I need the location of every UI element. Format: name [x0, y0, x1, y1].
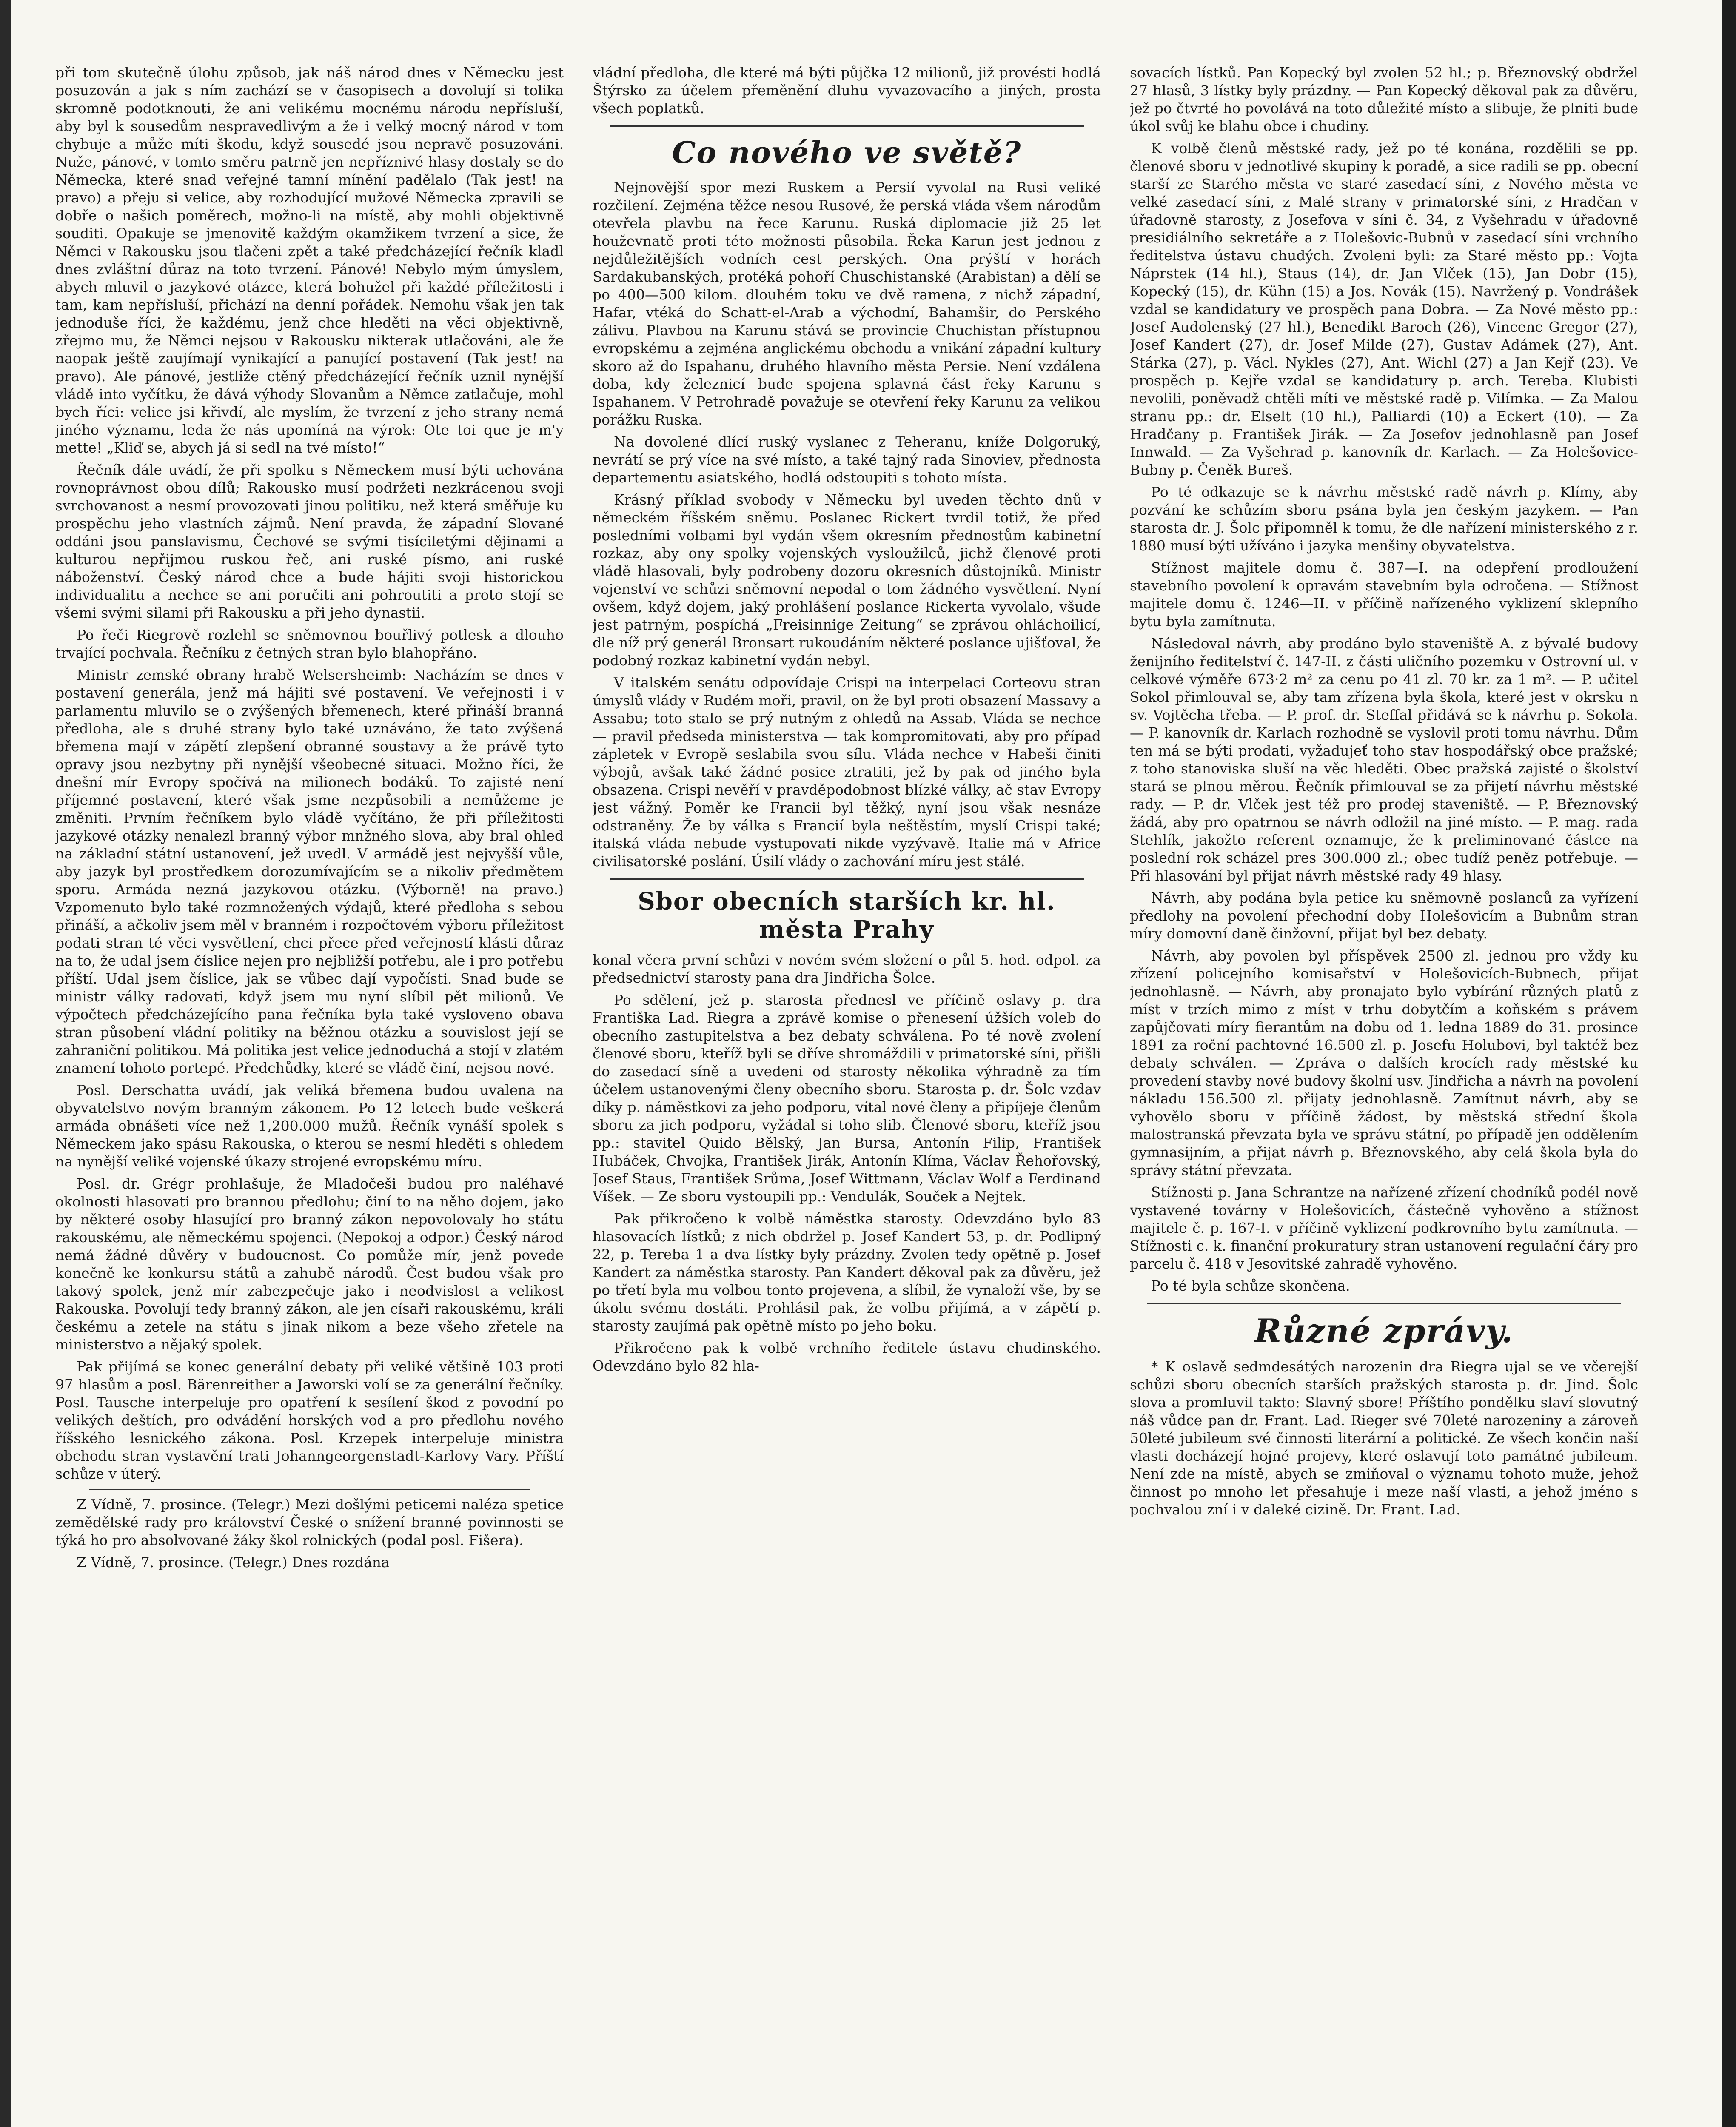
article-paragraph: sovacích lístků. Pan Kopecký byl zvolen 52 hl.; p. Březnovský obdržel 27 hlasů, 3 lístky byly prázdny. — Pan Kopecký děkoval pak za důvěru, jež po čtvrté ho povolává na toto důležité místo a slibuje, že plniti bude úkol svůj ke blahu obce i chudiny. [1130, 64, 1638, 134]
section-heading: Sbor obecních starších kr. hl. města Prahy [638, 887, 1056, 944]
article-paragraph: K volbě členů městské rady, jež po té konána, rozdělili se pp. členové sboru v jednotlivé skupiny k poradě, a sice radili se pp. obecní starší ze Starého města ve staré zasedací síni, z Nového města ve velké zasedací síni, z Malé strany v primatorské síni, z Hradčan v úřadovně starosty, z Josefova v síni č. 34, z Vyšehradu v úřadovně presidiálního sekretáře a z Holešovic-Bubnů v zasedací síni vrchního ředitelstva ústavu chudých. Zvoleni byli: za Staré město pp.: Vojta Náprstek (14 hl.), Staus (14), dr. Jan Vlček (15), Jan Dobr (15), Kopecký (15), dr. Kühn (15) a Jos. Novák (15). Navržený p. Vondrášek vzdal se kandidatury ve prospěch pana Dobra. — Za Nové město pp.: Josef Audolenský (27 hl.), Benedikt Baroch (26), Vincenc Gregor (27), Josef Kandert (27), dr. Josef Milde (27), Gustav Adámek (27), Ant. Stárka (27), p. Václ. Nykles (27), Ant. Wichl (27) a Jan Kejř (23). Ve prospěch p. Kejře vzdal se kandidatury p. arch. Tereba. Klubisti nevolili, poněvadž chtěli míti ve městské radě p. Vilímka. — Za Malou stranu pp.: dr. Elselt (10 hl.), Palliardi (10) a Eckert (10). — Za Hradčany p. František Jirák. — Za Josefov jednohlasně pan Josef Innwald. — Za Vyšehrad p. kanovník dr. Karlach. — Za Holešovice-Bubny p. Čeněk Bureš. [1130, 140, 1638, 478]
text-columns [55, 64, 1681, 2127]
article-paragraph: Řečník dále uvádí, že při spolku s Německem musí býti uchována rovnoprávnost obou dílů; Rakousko musí podržeti nezkrácenou svoji svrchovanost a nesmí provozovati jinou politiku, než která směřuje ku prospěchu jeho vlastních zájmů. Není pravda, že západní Slované oddáni jsou panslavismu, Čechové se svými tisíciletými dějinami a kulturou nepřijmou ruskou řeč, ani ruské písmo, ani ruské náboženství. Český národ chce a bude hájiti svoji historickou individualitu a nechce se ani poručiti ani pohroutiti a proto stojí se všemi svými silami při Rakousku a při jeho dynastii. [55, 462, 564, 621]
article-paragraph: Na dovolené dlící ruský vyslanec z Teheranu, kníže Dolgoruký, nevrátí se prý více na své místo, a také tajný rada Sinoviev, přednosta departementu asiatského, hodlá odstoupiti s tohoto místa. [593, 433, 1101, 486]
article-paragraph: Krásný příklad svobody v Německu byl uveden těchto dnů v německém říšském sněmu. Poslanec Rickert tvrdil totiž, že před posledními volbami byl vydán všem okresním přednostům kabinetní rozkaz, aby ony spolky vojenských vysloužilců, jichž členové proti vládě hlasovali, byly podrobeny dozoru okresních důstojníků. Ministr vojenství ve schůzi sněmovní nepodal o tom žádného vysvětlení. Nyní ovšem, když dojem, jaký prohlášení poslance Rickerta vyvolalo, všude jest patrným, pospíchá „Freisinnige Zeitung“ se zprávou ohláchoilicí, dle níž prý generál Bronsart rukoudáním některé poslance ujišťoval, že podobný rozkaz kabinetní vydán nebyl. [593, 491, 1101, 669]
news-item: * K oslavě sedmdesátých narozenin dra Riegra ujal se ve včerejší schůzi sboru obecních starších pražských starosta p. dr. Jind. Šolc slova a promluvil takto: Slavný sbore! Příštího pondělku slaví slovutný náš vůdce pan dr. Frant. Lad. Rieger své 70leté narozeniny a zároveň 50leté jubileum své činnosti literární a politické. Ze všech končin naší vlasti docházejí hojné projevy, které oslavují toto památné jubileum. Není zde na místě, abych se zmiňoval o významu tohoto muže, jehož činnost po mnoho let přesahuje i meze naší vlasti, a jehož jméno s pochvalou zní i v daleké cizině. Dr. Frant. Lad. [1130, 1358, 1638, 1518]
section-heading: Různé zprávy. [1254, 1312, 1514, 1350]
article-paragraph: Po sdělení, jež p. starosta přednesl ve příčině oslavy p. dra Františka Lad. Riegra a zprávě komise o přenesení úžších voleb do obecního zastupitelstva a bez debaty schválena. Po té nově zvolení členové sboru, kteříž byli se dříve shromáždili v primatorské síni, přišli do zasedací síně a uvedeni od starosty několika výhradně za tím účelem ustanovenými členy obecního sboru. Starosta p. dr. Šolc vzdav díky p. náměstkovi za jeho podporu, vítal nové členy a připíjeje členům sboru za jich podporu, vyžádal si toho slib. Členové sboru, kteříž jsou pp.: stavitel Quido Bělský, Jan Bursa, Antonín Filip, František Hubáček, Chvojka, František Jirák, Antonín Klíma, Václav Řehořovský, Josef Staus, František Srůma, Josef Wittmann, Václav Wolf a Ferdinand Víšek. — Ze sboru vystoupili pp.: Vendulák, Souček a Nejtek. [593, 992, 1101, 1205]
section-divider [610, 878, 1084, 880]
scan-edge-left [0, 0, 11, 2127]
article-paragraph: Po řeči Riegrově rozlehl se sněmovnou bouřlivý potlesk a dlouho trvající pochvala. Řečníku z četných stran bylo blahopřáno. [55, 627, 564, 661]
article-paragraph: Posl. Derschatta uvádí, jak veliká břemena budou uvalena na obyvatelstvo novým branným zákonem. Po 12 letech bude veškerá armáda obnášeti více než 1,200.000 mužů. Řečník vynáší spolek s Německem jako spásu Rakouska, o kterou se nesmí hleděti s ohledem na nynější veliké vojenské úkazy strojené evropskému míru. [55, 1082, 564, 1170]
article-paragraph: Pak přijímá se konec generální debaty při veliké většině 103 proti 97 hlasům a posl. Bärenreither a Jaworski volí se za generální řečníky. Posl. Tausche interpeluje pro opatření k sesílení škod z povodní po velikých deštích, pro odvádění horských vod a pro předlohu nového říšského lesnického zákona. Posl. Krzepek interpeluje ministra obchodu stran vystavění trati Johanngeorgenstadt-Karlovy Vary. Příští schůze v úterý. [55, 1358, 564, 1482]
article-paragraph: Posl. dr. Grégr prohlašuje, že Mladočeši budou pro naléhavé okolnosti hlasovati pro brannou předlohu; činí to na něho dojem, jako by některé osoby hlasující pro branný zákon nepovolovaly ho státu rakouskému, ale německému spojenci. (Nepokoj a odpor.) Český národ nemá žádné důvěry v budoucnost. Co pomůže mír, jenž povede konečně ke konkursu států a zahubě národů. Čest budou však pro takový spolek, jenž mír zabezpečuje jako i neodvislost a velikost Rakouska. Povolují tedy branný zákon, ale jen císaři rakouskému, králi českému a zetele na státu s jinak nikom a beze všeho zřetele na ministerstvo a nějaký spolek. [55, 1175, 564, 1353]
column-2 [593, 64, 1101, 2127]
article-paragraph: Po té byla schůze skončena. [1151, 1277, 1350, 1294]
section-divider [610, 125, 1084, 127]
column-1 [55, 64, 564, 2127]
section-heading: Co nového ve světě? [672, 135, 1022, 170]
article-paragraph: Stížnosti p. Jana Schrantze na nařízené zřízení chodníků podél nově vystavené továrny v Holešovicích, částečně vyhověno a stížnost majitele č. p. 167-I. v příčině vyklizení podkrovního bytu zamítnuta. — Stížnosti c. k. finanční prokuratury stran ustanovení regulační čáry pro parcelu č. 418 v Jesovitské zahradě vyhověno. [1130, 1184, 1638, 1272]
section-divider [89, 1489, 530, 1490]
article-paragraph: vládní předloha, dle které má býti půjčka 12 milionů, již provésti hodlá Štýrsko za účelem přeměnění dluhu vyvazovacího a jiných, prosta všech poplatků. [593, 64, 1101, 117]
column-3 [1130, 64, 1638, 2127]
scan-edge-right [1722, 0, 1736, 2127]
section-divider [1147, 1303, 1621, 1304]
article-paragraph: Ministr zemské obrany hrabě Welsersheimb: Nacházím se dnes v postavení generála, jenž má hájiti své postavení. Ve veřejnosti i v parlamentu mluvilo se o zvýšených břemenech, které přináší branná předloha, ale s druhé strany bylo také uznáváno, že tato zvýšená břemena mají v zápětí zlepšení obranné soustavy a že právě tyto opravy jsou nezbytny při nynější všeobecné situaci. Možno říci, že dnešní mír Evropy spočívá na milionech bodáků. To zajisté není příjemné postavení, které však jsme nezpůsobili a nemůžeme je změniti. Prvním řečníkem bylo vládě vyčítáno, že při příležitosti jazykové otázky nenalezl branný výbor mnžného slova, aby bral ohled na základní státní ustanovení, jež uvedl. V armádě jest nejvyšší vůle, aby jazyk byl prostředkem dorozumívajícím se a nikoliv předmětem sporu. Armáda nezná jazykovou otázku. (Výborně! na pravo.) Vzpomenuto bylo také rozmnožených výdajů, které předloha s sebou přináší, a ačkoliv jsem měl v branném i rozpočtovém výboru příležitost podati stran té věci vysvětlení, chci přece před veřejností klásti důraz na to, že udal jsem číslice nejen pro nejbližší potřebu, ale i pro potřebu příští. Udal jsem číslice, jak se vůbec dají vypočísti. Snad bude se ministr války radovati, když jsem mu nyní slíbil pět milionů. Ve výpočtech předcházejícího pana řečníka byla také vysloveno obava stran působení vládní politiky na běžnou otázku a souvislost její se zahraniční politikou. Má politika jest velice jednoduchá a stojí v zlatém znamení tohoto portepé. Předchůdky, které se vládě činí, nejsou nové. [55, 667, 564, 1076]
article-paragraph: při tom skutečně úlohu způsob, jak náš národ dnes v Německu jest posuzován a jak s ním zachází se v časopisech a dovolují si tolika skromně podotknouti, že ani velikému mocnému národu nepřísluší, aby byl k sousedům nespravedlivým a že i velký mocný národ v tom chybuje a může míti škodu, když sousedé jsou nepravě posuzováni. Nuže, pánové, v tomto směru patrně jen nepříznivé hlasy dostaly se do Německa, které snad veřejné tamní mínění padělalo (Tak jest! na pravo) a přeju si velice, aby rozhodující mužové Německa zpravili se dobře o našich poměrech, možno-li na místě, aby mohli objektivně souditi. Opakuje se jmenovitě každým okamžikem tvrzení a sice, že Němci v Rakousku jsou tlačeni zpět a také předcházející řečník kladl dnes zvláštní důraz na toto tvrzení. Pánové! Nebylo mým úmyslem, abych mluvil o jazykové otázce, která bohužel při každé příležitosti i tam, kam nepřísluší, přichází na denní pořádek. Nemohu však jen tak jednoduše říci, že každému, jenž chce hleděti na věci objektivně, zřejmo mu, že Němci nejsou v Rakousku nikterak utlačováni, ale že naopak ještě zaujímají vynikající a panující postavení (Tak jest! na pravo). Ale pánové, jestliže ctěný předcházející řečník uznil nynější vládě into vyčítku, že dává výhody Slovanům a Němce zatlačuje, mohl bych říci: velice jsi křivdí, ale myslím, že tvrzení z jeho strany nemá jiného významu, leda že nás upomíná na výrok: Ote toi que je m'y mette! „Kliď se, abych já si sedl na tvé místo!“ [55, 64, 564, 456]
article-paragraph: V italském senátu odpovídaje Crispi na interpelaci Corteovu stran úmyslů vlády v Rudém moři, pravil, on že byl proti obsazení Massavy a Assabu; toto stalo se prý nutným z ohledů na Assab. Vláda se nechce — pravil předseda ministerstva — tak kompromitovati, aby pro případ zápletek v Evropě seslabila svou sílu. Vláda nechce v Habeši činiti výbojů, avšak také žádné posice ztratiti, jež by pak od jiného byla obsazena. Crispi nevěří v pravděpodobnost blízké války, ač stav Evropy jest vážný. Poměr ke Francii byl těžký, nyní jsou však nesnáze odstraněny. Že by válka s Francií byla neštěstím, myslí Crispi také; italská vláda nebude vystupovati nikde vyzývavě. Italie má v Africe civilisatorské poslání. Úsilí vlády o zachování míru jest stálé. [593, 674, 1101, 870]
article-paragraph: Stížnost majitele domu č. 387—I. na odepření prodloužení stavebního povolení k opravám stavebním byla odročena. — Stížnost majitele domu č. 1246—II. v příčině nařízeného vyklizení sklepního bytu byla zamítnuta. [1130, 559, 1638, 630]
article-paragraph: Nejnovější spor mezi Ruskem a Persií vyvolal na Rusi veliké rozčilení. Zejména těžce nesou Rusové, že perská vláda všem národům otevřela plavbu na řece Karunu. Ruská diplomacie již 25 let houževnatě proti této možnosti působila. Řeka Karun jest jednou z nejdůležitějších vodních cest perských. Ona prýští v horách Sardakubanských, protéká pohoří Chuschistanské (Arabistan) a dělí se po 400—500 kilom. dlouhém toku ve dvě ramena, z nichž západní, Hafar, vtéká do Schatt-el-Arab a východní, Bahamšir, do Perského zálivu. Plavbou na Karunu stává se provincie Chuchistan přístupnou evropskému a zejména anglickému obchodu a vnikání západní kultury skoro až do Ispahanu, druhého hlavního města Persie. Není vzdálena doba, kdy železnicí bude spojena splavná část řeky Karunu s Ispahanem. V Petrohradě považuje se otevření řeky Karunu za velikou porážku Ruska. [593, 179, 1101, 428]
article-paragraph: Po té odkazuje se k návrhu městské radě návrh p. Klímy, aby pozvání ke schůzím sboru psána byla jen českým jazykem. — Pan starosta dr. J. Šolc připomněl k tomu, že dle nařízení ministerského z r. 1880 musí býti užíváno i jazyka menšiny obyvatelstva. [1130, 484, 1638, 554]
article-paragraph: Návrh, aby povolen byl příspěvek 2500 zl. jednou pro vždy ku zřízení policejního komisařství v Holešovicích-Bubnech, přijat jednohlasně. — Návrh, aby pronajato bylo vybírání různých platů z míst v trzích mimo z míst v trhu dobytčím a koňském s právem zapůjčovati míry fierantům na dobu od 1. ledna 1889 do 31. prosince 1891 za roční pachtovné 16.500 zl. p. Josefu Holubovi, byl taktéž bez debaty schválen. — Zpráva o dalších krocích rady městské ku provedení stavby nové budovy školní usv. Jindřicha a návrh na povolení nákladu 156.500 zl. přijaty jednohlasně. Zamítnut návrh, aby se vyhovělo sboru v příčině žádost, by městská střední škola malostranská převzata byla ve správu státní, po případě jen oddělením gymnasijním, a přijat návrh p. Březnovského, aby celá škola byla do správy státní převzata. [1130, 947, 1638, 1178]
news-item: Z Vídně, 7. prosince. (Telegr.) Dnes rozdána [77, 1554, 390, 1571]
news-item: Z Vídně, 7. prosince. (Telegr.) Mezi došlými peticemi naléza spetice zemědělské rady pro království České o snížení branné povinnosti se týká ho pro absolvované žáky škol rolnických (podal posl. Fišera). [55, 1496, 564, 1548]
article-paragraph: konal včera první schůzi v novém svém složení o půl 5. hod. odpol. za předsednictví starosty pana dra Jindřicha Šolce. [593, 952, 1101, 986]
article-paragraph: Přikročeno pak k volbě vrchního ředitele ústavu chudinského. Odevzdáno bylo 82 hla- [593, 1340, 1101, 1374]
article-paragraph: Následoval návrh, aby prodáno bylo staveniště A. z bývalé budovy ženijního ředitelství č. 147-II. z části uličního pozemku v Ostrovní ul. v celkové výměře 673·2 m² za cenu po 41 zl. 70 kr. za 1 m². — P. učitel Sokol přimlouval se, aby tam zřízena byla škola, které jest v okrsku n sv. Vojtěcha třeba. — P. prof. dr. Steffal přidává se k návrhu p. Sokola. — P. kanovník dr. Karlach rozhodně se vyslovil proti tomu návrhu. Dům ten má se býti prodati, vyžadujeť toho stav hospodářský obce pražské; z toho stanoviska sluší na věc hleděti. Obec pražská zajisté o školství stará se plnou měrou. Řečník přimlouval se za přijetí návrhu městské rady. — P. dr. Vlček jest též pro prodej staveniště. — P. Březnovský žádá, aby pro opatrnou se návrh odložil na jiné místo. — P. mag. rada Stehlík, jakožto referent oznamuje, že k preliminované částce na poslední rok scházel pres 300.000 zl.; obec tudíž peněz potřebuje. — Při hlasování byl přijat návrh městské rady 49 hlasy. [1130, 635, 1638, 884]
article-paragraph: Návrh, aby podána byla petice ku sněmovně poslanců za vyřízení předlohy na povolení přechodní doby Holešovicím a Bubnům stran míry domovní daně činžovní, přijat byl bez debaty. [1130, 890, 1638, 942]
article-paragraph: Pak přikročeno k volbě náměstka starosty. Odevzdáno bylo 83 hlasovacích lístků; z nich obdržel p. Josef Kandert 53, p. dr. Podlipný 22, p. Tereba 1 a dva lístky byly prázdny. Zvolen tedy opětně p. Josef Kandert za náměstka starosty. Pan Kandert děkoval pak za důvěru, jež po třetí byla mu volbou tonto projevena, a slíbil, že vynaloží vše, by se úkolu svému dostáti. Prohlásil pak, že volbu přijímá, a v zápětí p. starosty zaujímá pak opětně místo po jeho boku. [593, 1210, 1101, 1334]
